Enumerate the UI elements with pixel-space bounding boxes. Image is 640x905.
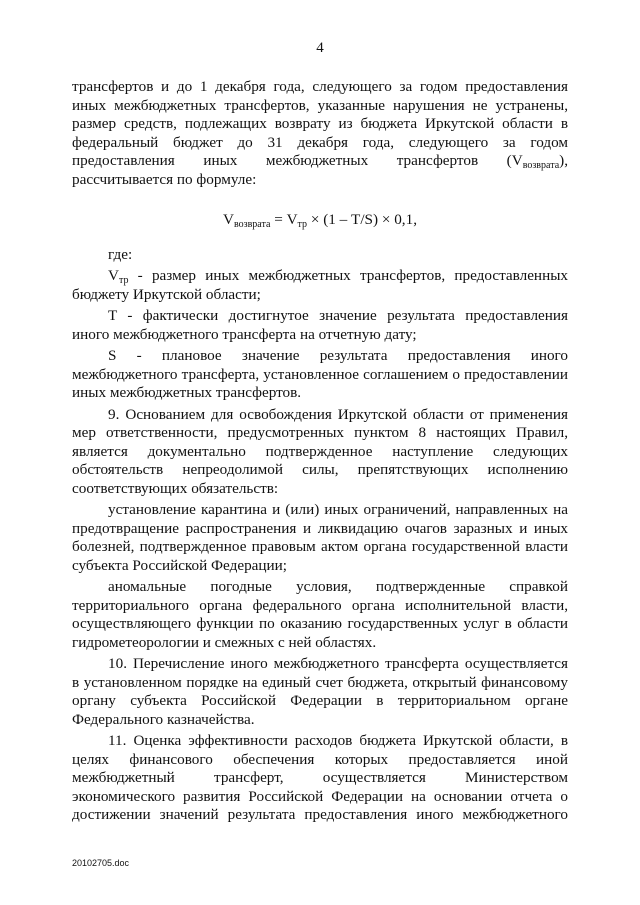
definition-s: S - плановое значение результата предоставления иного межбюджетного трансферта, установленное соглашением о предоставлении иных межбюджетных трансфертов. (72, 347, 568, 401)
paragraph-9-item-quarantine: установление карантина и (или) иных ограничений, направленных на предотвращение распространения и ликвидацию очагов заразных и иных болезней, подтвержденное правовым актом органа государственной власти субъекта Российской Федерации; (72, 501, 568, 574)
paragraph-intro: трансфертов и до 1 декабря года, следующего за годом предоставления иных межбюджетных трансфертов, указанные нарушения не устранены, размер средств, подлежащих возврату из бюджета Иркутской области в федеральный бюджет до 31 декабря года, следующего за годом предоставления иных межбюджетных трансфертов $(V_{возврата})$, рассчитывается по формуле: (72, 78, 568, 188)
formula: $V_{возврата} = V_{тр} \times (1 - T/S) \times 0,1$, (223, 211, 417, 230)
page-number: 4 (316, 40, 324, 56)
paragraph-11: 11. Оценка эффективности расходов бюджета Иркутской области, в целях финансового обеспечения которых предоставляется иной межбюджетный трансферт, осуществляется Министерством экономического развития Российской Федерации на основании отчета о достижении значений результата предоставления иного межбюджетного (72, 732, 568, 823)
definition-t: T - фактически достигнутое значение результата предоставления иного межбюджетного трансферта на отчетную дату; (72, 307, 568, 343)
paragraph-9: 9. Основанием для освобождения Иркутской области от применения мер ответственности, предусмотренных пунктом 8 настоящих Правил, является документально подтвержденное наступление следующих обстоятельств непреодолимой силы, препятствующих исполнению соответствующих обязательств: (72, 405, 568, 497)
file-name-footer: 20102705.doc (72, 858, 130, 868)
where-label: где: (108, 245, 133, 263)
document-body (72, 78, 568, 825)
paragraph-9-item-weather: аномальные погодные условия, подтвержденные справкой территориального органа федерального органа исполнительной власти, осуществляющего функции по оказанию государственных услуг в области гидрометеорологии и смежных с ней областях. (72, 578, 568, 651)
paragraph-10: 10. Перечисление иного межбюджетного трансферта осуществляется в установленном порядке на единый счет бюджета, открытый финансовому органу субъекта Российской Федерации в территориальном органе Федерального казначейства. (72, 655, 568, 728)
definition-vtr: $V_{тр}$ - размер иных межбюджетных трансфертов, предоставленных бюджету Иркутской области; (72, 267, 568, 303)
